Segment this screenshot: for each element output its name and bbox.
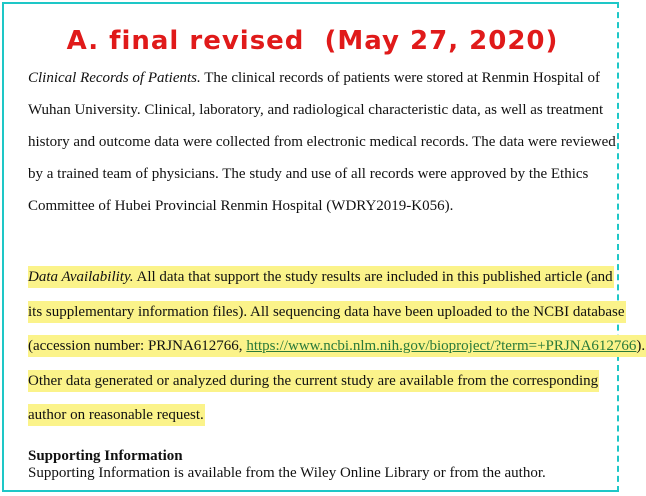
paragraph-text: (accession number: PRJNA612766,	[28, 338, 247, 354]
highlighted-line	[28, 398, 608, 433]
supporting-information-text: Supporting Information is available from the Wiley Online Library or from the author.	[28, 465, 546, 481]
highlighted-line	[28, 295, 625, 330]
highlight	[28, 266, 614, 288]
clinical-records-paragraph	[28, 62, 616, 222]
supporting-information-section	[28, 448, 608, 482]
highlight: Other data generated or analyzed during the current study are available from the corresponding	[28, 370, 599, 392]
paragraph-line: by a trained team of physicians. The study and use of all records were approved by the Ethics	[28, 166, 589, 182]
highlight: author on reasonable request.	[28, 404, 205, 426]
paragraph-text: ).	[636, 338, 646, 354]
ncbi-bioproject-link[interactable]: https://www.ncbi.nlm.nih.gov/bioproject/?term=+PRJNA612766	[246, 338, 637, 354]
paragraph-text: All data that support the study results are included in this published article (and	[133, 269, 613, 285]
highlighted-line	[28, 364, 608, 399]
highlighted-line	[28, 260, 613, 295]
data-availability-title: Data Availability.	[28, 269, 134, 285]
paragraph-line: Wuhan University. Clinical, laboratory, and radiological characteristic data, as well as treatment	[28, 102, 604, 118]
supporting-information-title: Supporting Information	[28, 448, 183, 464]
highlight	[28, 335, 646, 357]
paragraph-text: The clinical records of patients were stored at Renmin Hospital of	[200, 70, 600, 86]
paragraph-line	[28, 62, 608, 94]
data-availability-paragraph	[28, 260, 646, 433]
paragraph-line: Committee of Hubei Provincial Renmin Hospital (WDRY2019-K056).	[28, 198, 454, 214]
clinical-records-title: Clinical Records of Patients.	[28, 70, 201, 86]
highlighted-line	[28, 329, 646, 364]
paragraph-line: history and outcome data were collected from electronic medical records. The data were reviewed	[28, 134, 616, 150]
document-page	[2, 2, 646, 492]
highlight: its supplementary information files). All sequencing data have been uploaded to the NCBI database	[28, 301, 626, 323]
page-heading: A. final revised (May 27, 2020)	[66, 26, 559, 56]
